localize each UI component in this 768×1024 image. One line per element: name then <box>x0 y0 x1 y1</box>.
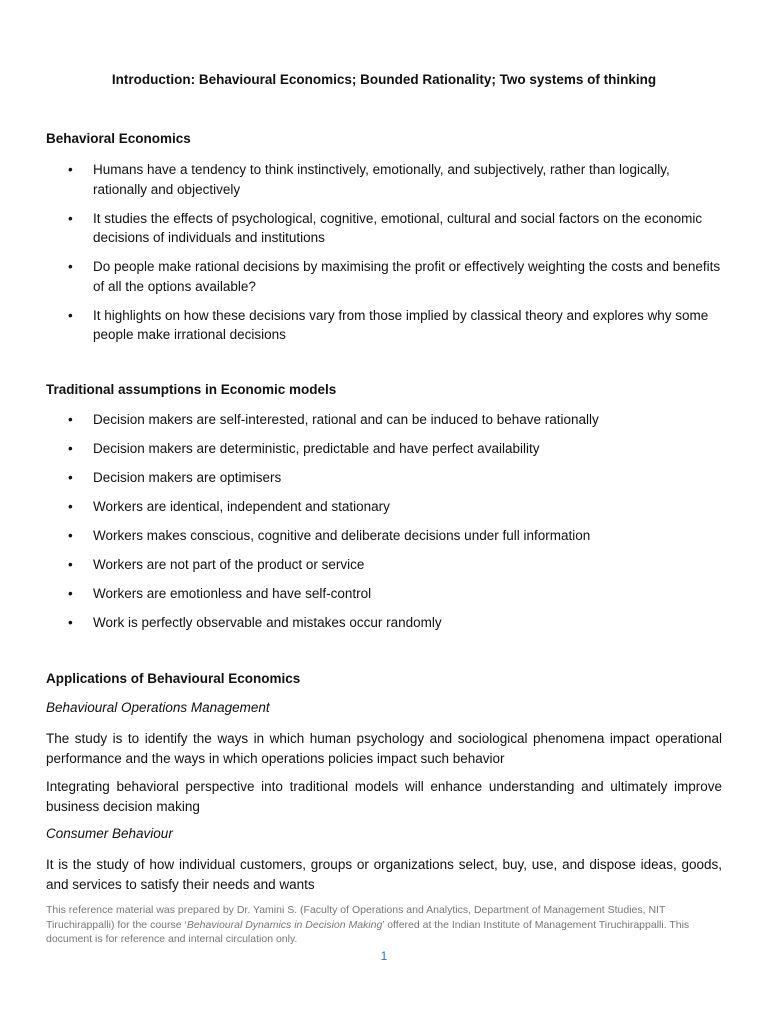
list-item-text: Do people make rational decisions by maximising the profit or effectively weighting the costs and benefits of all the options available? <box>93 259 721 294</box>
bullet-icon: • <box>68 162 73 177</box>
bullet-icon: • <box>68 615 73 630</box>
list-item <box>46 257 722 296</box>
page-title: Introduction: Behavioural Economics; Bounded Rationality; Two systems of thinking <box>111 72 657 87</box>
list-item <box>46 555 722 575</box>
bullet-icon: • <box>68 470 73 485</box>
list-item-text: It studies the effects of psychological, cognitive, emotional, cultural and social factors on the economic decisions of individuals and institutions <box>93 210 703 245</box>
list-item <box>46 526 722 546</box>
list-item-text: Decision makers are optimisers <box>93 470 282 485</box>
paragraph-consumer-behaviour: It is the study of how individual customers, groups or organizations select, buy, use, and dispose ideas, goods, and services to satisfy their needs and wants <box>46 857 722 892</box>
list-item-text: Decision makers are deterministic, predictable and have perfect availability <box>93 441 540 456</box>
list-item <box>46 497 722 517</box>
list-item <box>46 584 722 604</box>
footer-note <box>46 903 722 947</box>
list-item <box>46 439 722 459</box>
list-item <box>46 468 722 488</box>
list-item-text: Workers are identical, independent and stationary <box>93 499 390 514</box>
list-item-text: It highlights on how these decisions vary from those implied by classical theory and explores why some people make irrational decisions <box>93 307 709 342</box>
list-item <box>46 306 722 345</box>
list-item <box>46 160 722 199</box>
subheading-consumer-behaviour: Consumer Behaviour <box>46 826 173 841</box>
footer-text-pre: This reference material was prepared by Dr. Yamini S. (Faculty of Operations and Analytics, Department of Management Studies, NIT Tiruchirappalli) for the course ‘ <box>46 904 666 931</box>
list-item <box>46 613 722 633</box>
list-item-text: Workers are not part of the product or service <box>93 557 365 572</box>
bullet-icon: • <box>68 307 73 323</box>
list-item-text: Work is perfectly observable and mistakes occur randomly <box>93 615 442 630</box>
bullet-icon: • <box>68 557 73 572</box>
section-heading-traditional-assumptions: Traditional assumptions in Economic models <box>46 382 337 397</box>
list-item-text: Workers are emotionless and have self-control <box>93 586 372 601</box>
list-item-text: Decision makers are self-interested, rational and can be induced to behave rationally <box>93 412 599 427</box>
behavioral-economics-list <box>46 160 722 345</box>
list-item <box>46 209 722 248</box>
footer-course-name: Behavioural Dynamics in Decision Making <box>186 918 383 931</box>
page-number: 1 <box>380 949 388 963</box>
bullet-icon: • <box>68 528 73 543</box>
section-heading-behavioral-economics: Behavioral Economics <box>46 131 191 146</box>
traditional-assumptions-list <box>46 410 722 633</box>
bullet-icon: • <box>68 210 73 226</box>
footer-text-post: ’ offered at the Indian Institute of Management Tiruchirappalli. This document is for reference and internal circulation only. <box>46 918 690 945</box>
list-item-text: Workers makes conscious, cognitive and deliberate decisions under full information <box>93 528 591 543</box>
bullet-icon: • <box>68 499 73 514</box>
bullet-icon: • <box>68 586 73 601</box>
bullet-icon: • <box>68 441 73 456</box>
paragraph-operations-study: The study is to identify the ways in which human psychology and sociological phenomena impact operational performance and the ways in which operations policies impact such behavior <box>46 731 722 766</box>
bullet-icon: • <box>68 412 73 427</box>
paragraph-integrating-behavioral: Integrating behavioral perspective into traditional models will enhance understanding and ultimately improve business decision making <box>46 779 722 814</box>
bullet-icon: • <box>68 259 73 274</box>
list-item-text: Humans have a tendency to think instinctively, emotionally, and subjectively, rather than logically, rationally and objectively <box>93 162 670 197</box>
list-item <box>46 410 722 430</box>
subheading-behavioural-operations-management: Behavioural Operations Management <box>46 700 270 715</box>
section-heading-applications: Applications of Behavioural Economics <box>46 671 301 686</box>
